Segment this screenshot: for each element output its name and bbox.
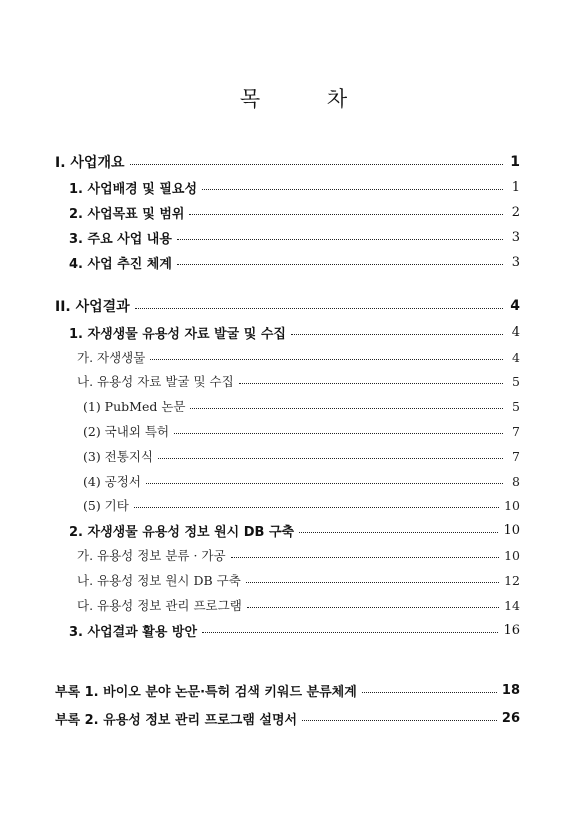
toc-entry-label: 1. 자생생물 유용성 자료 발굴 및 수집 [69, 326, 286, 342]
toc-entry-2-1-na-4[interactable] [83, 470, 520, 492]
toc-entry-2-2[interactable] [69, 519, 520, 541]
toc-entry-1-1[interactable] [69, 176, 520, 198]
toc-entry-page: 1 [510, 154, 520, 170]
toc-entry-page: 1 [511, 179, 520, 195]
toc-entry-label: 3. 사업결과 활용 방안 [69, 624, 198, 640]
dot-leader [246, 582, 499, 583]
toc-entry-label: 2. 사업목표 및 범위 [69, 206, 185, 222]
toc-entry-label: 4. 사업 추진 체계 [69, 256, 172, 272]
toc-entry-page: 18 [501, 682, 520, 698]
toc-entry-2-1-na-2[interactable] [83, 420, 520, 442]
dot-leader [299, 532, 498, 533]
toc-entry-page: 10 [503, 522, 520, 538]
toc-entry-label: I. 사업개요 [55, 155, 125, 171]
toc-entry-2-1-na-5[interactable] [83, 494, 520, 516]
toc-entry-page: 26 [501, 710, 520, 726]
dot-leader [362, 692, 497, 693]
toc-entry-label: 가. 유용성 정보 분류 · 가공 [77, 548, 226, 563]
toc-entry-label: 부록 2. 유용성 정보 관리 프로그램 설명서 [55, 712, 298, 728]
toc-entry-1-2[interactable] [69, 201, 520, 223]
toc-entry-page: 5 [512, 373, 520, 389]
dot-leader [174, 433, 503, 434]
toc-entry-1-4[interactable] [69, 251, 520, 273]
toc-entry-page: 5 [512, 398, 520, 414]
toc-entry-2-1-na[interactable] [77, 370, 520, 392]
toc-entry-label: 다. 유용성 정보 관리 프로그램 [77, 598, 242, 613]
dot-leader [135, 308, 503, 309]
toc-entry-label: (3) 전통지식 [83, 449, 153, 464]
toc-entry-2-2-ga[interactable] [77, 544, 520, 566]
toc-entry-label: II. 사업결과 [55, 299, 130, 315]
toc-entry-page: 2 [511, 204, 520, 220]
toc-entry-section-2[interactable] [55, 295, 520, 317]
toc-entry-page: 16 [503, 622, 520, 638]
toc-entry-label: (1) PubMed 논문 [83, 399, 186, 414]
toc-entry-label: 1. 사업배경 및 필요성 [69, 181, 198, 197]
dot-leader [302, 720, 497, 721]
toc-entry-appendix-2[interactable] [55, 707, 520, 729]
toc-entry-2-2-da[interactable] [77, 594, 520, 616]
dot-leader [177, 264, 503, 265]
toc-entry-page: 4 [510, 298, 520, 314]
toc-entry-page: 4 [512, 349, 520, 365]
toc-entry-2-3[interactable] [69, 619, 520, 641]
toc-entry-page: 14 [504, 597, 520, 613]
dot-leader [291, 334, 503, 335]
dot-leader [202, 189, 503, 190]
toc-entry-2-1-na-1[interactable] [83, 395, 520, 417]
toc-entry-1-3[interactable] [69, 226, 520, 248]
toc-title: 목 차 [239, 87, 378, 111]
toc-entry-2-1-na-3[interactable] [83, 445, 520, 467]
toc-entry-page: 7 [512, 448, 520, 464]
toc-entry-label: 나. 유용성 정보 원시 DB 구축 [77, 573, 241, 588]
toc-entry-page: 3 [511, 254, 520, 270]
dot-leader [190, 408, 503, 409]
toc-entry-2-1-ga[interactable] [77, 346, 520, 368]
toc-entry-page: 3 [511, 229, 520, 245]
dot-leader [202, 632, 498, 633]
dot-leader [146, 483, 503, 484]
toc-entry-page: 7 [512, 423, 520, 439]
dot-leader [239, 383, 503, 384]
toc-entry-label: 3. 주요 사업 내용 [69, 231, 172, 247]
dot-leader [130, 164, 504, 165]
toc-entry-page: 8 [512, 473, 520, 489]
dot-leader [247, 607, 499, 608]
dot-leader [158, 458, 503, 459]
toc-entry-page: 12 [504, 572, 520, 588]
toc-entry-2-2-na[interactable] [77, 569, 520, 591]
toc-entry-section-1[interactable] [55, 151, 520, 173]
dot-leader [189, 214, 503, 215]
toc-entry-label: (4) 공정서 [83, 474, 141, 489]
toc-entry-label: 나. 유용성 자료 발굴 및 수집 [77, 374, 234, 389]
dot-leader [150, 359, 503, 360]
dot-leader [177, 239, 503, 240]
toc-entry-2-1[interactable] [69, 321, 520, 343]
toc-entry-label: (2) 국내외 특허 [83, 424, 170, 439]
toc-entry-appendix-1[interactable] [55, 679, 520, 701]
toc-entry-label: 가. 자생생물 [77, 350, 146, 365]
toc-entry-label: (5) 기타 [83, 498, 129, 513]
dot-leader [134, 507, 499, 508]
toc-entry-page: 10 [504, 497, 520, 513]
toc-entry-page: 10 [504, 547, 520, 563]
dot-leader [231, 557, 500, 558]
toc-entry-page: 4 [511, 324, 520, 340]
toc-entry-label: 부록 1. 바이오 분야 논문·특허 검색 키워드 분류체계 [55, 684, 357, 700]
toc-entry-label: 2. 자생생물 유용성 정보 원시 DB 구축 [69, 524, 295, 540]
